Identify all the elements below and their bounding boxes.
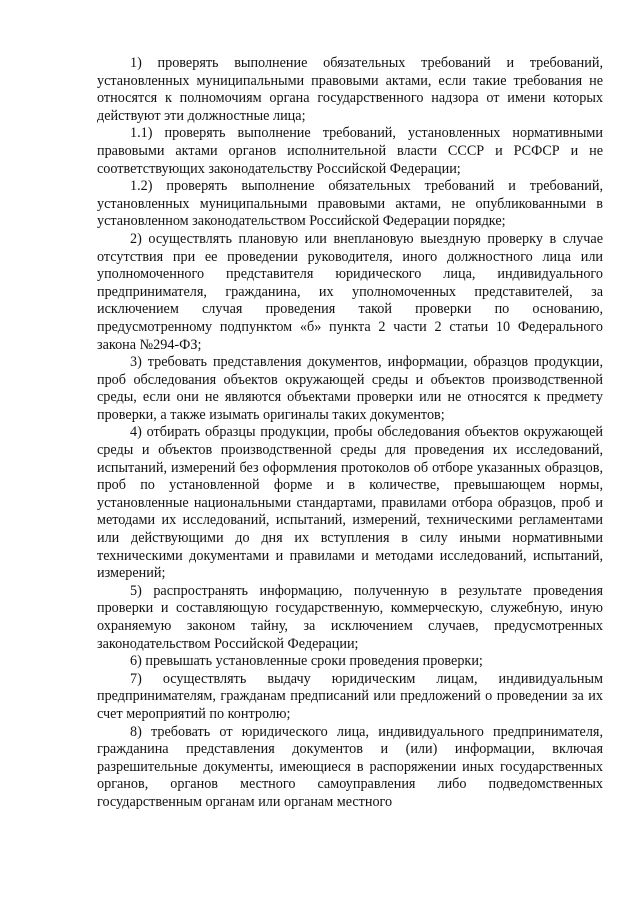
paragraph-item-7: 7) осуществлять выдачу юридическим лицам, индивидуальным предпринимателям, гражданам предписаний или предложений о проведении за их счет мероприятий по контролю; [97, 670, 603, 722]
paragraph-item-6: 6) превышать установленные сроки проведения проверки; [130, 653, 483, 670]
paragraph-item-3: 3) требовать представления документов, информации, образцов продукции, проб обследования объектов окружающей среды и объектов производственной среды, если они не являются объектами проверки или не относятся к предмету проверки, а также изымать оригиналы таких документов; [97, 354, 603, 423]
paragraph-item-8: 8) требовать от юридического лица, индивидуального предпринимателя, гражданина представления документов и (или) информации, включая разрешительные документы, имеющиеся в распоряжении иных государственных органов, органов местного самоуправления либо подведомственных государственным органам или органам местного [97, 723, 603, 810]
paragraph-item-1-1: 1.1) проверять выполнение требований, установленных нормативными правовыми актами органов исполнительной власти СССР и РСФСР и не соответствующих законодательству Российской Федерации; [97, 125, 603, 177]
paragraph-item-5: 5) распространять информацию, полученную в результате проведения проверки и составляющую государственную, коммерческую, служебную, иную охраняемую законом тайну, за исключением случаев, предусмотренных законодательством Российской Федерации; [97, 582, 603, 652]
paragraph-item-2: 2) осуществлять плановую или внеплановую выездную проверку в случае отсутствия при ее проведении руководителя, иного должностного лица или уполномоченного представителя юридического лица, индивидуального предпринимателя, гражданина, их уполномоченных представителей, за исключением случая проведения такой проверки по основанию, предусмотренному подпунктом «б» пункта 2 части 2 статьи 10 Федерального закона №294-ФЗ; [97, 230, 603, 353]
paragraph-item-4: 4) отбирать образцы продукции, пробы обследования объектов окружающей среды и объектов производственной среды для проведения их исследований, испытаний, измерений без оформления протоколов об отборе указанных образцов, проб по установленной форме и в количестве, превышающем нормы, установленные национальными стандартами, правилами отбора образцов, проб и методами их исследований, испытаний, измерений, техническими регламентами или действующими до дня их вступления в силу иными нормативными техническими документами и правилами и методами исследований, испытаний, измерений; [97, 424, 603, 582]
paragraph-item-1-2: 1.2) проверять выполнение обязательных требований и требований, установленных муниципальными правовыми актами, не опубликованными в установленном законодательством Российской Федерации порядке; [97, 178, 603, 230]
paragraph-item-1: 1) проверять выполнение обязательных требований и требований, установленных муниципальными правовыми актами, если такие требования не относятся к полномочиям органа государственного надзора от имени которых действуют эти должностные лица; [97, 55, 603, 124]
